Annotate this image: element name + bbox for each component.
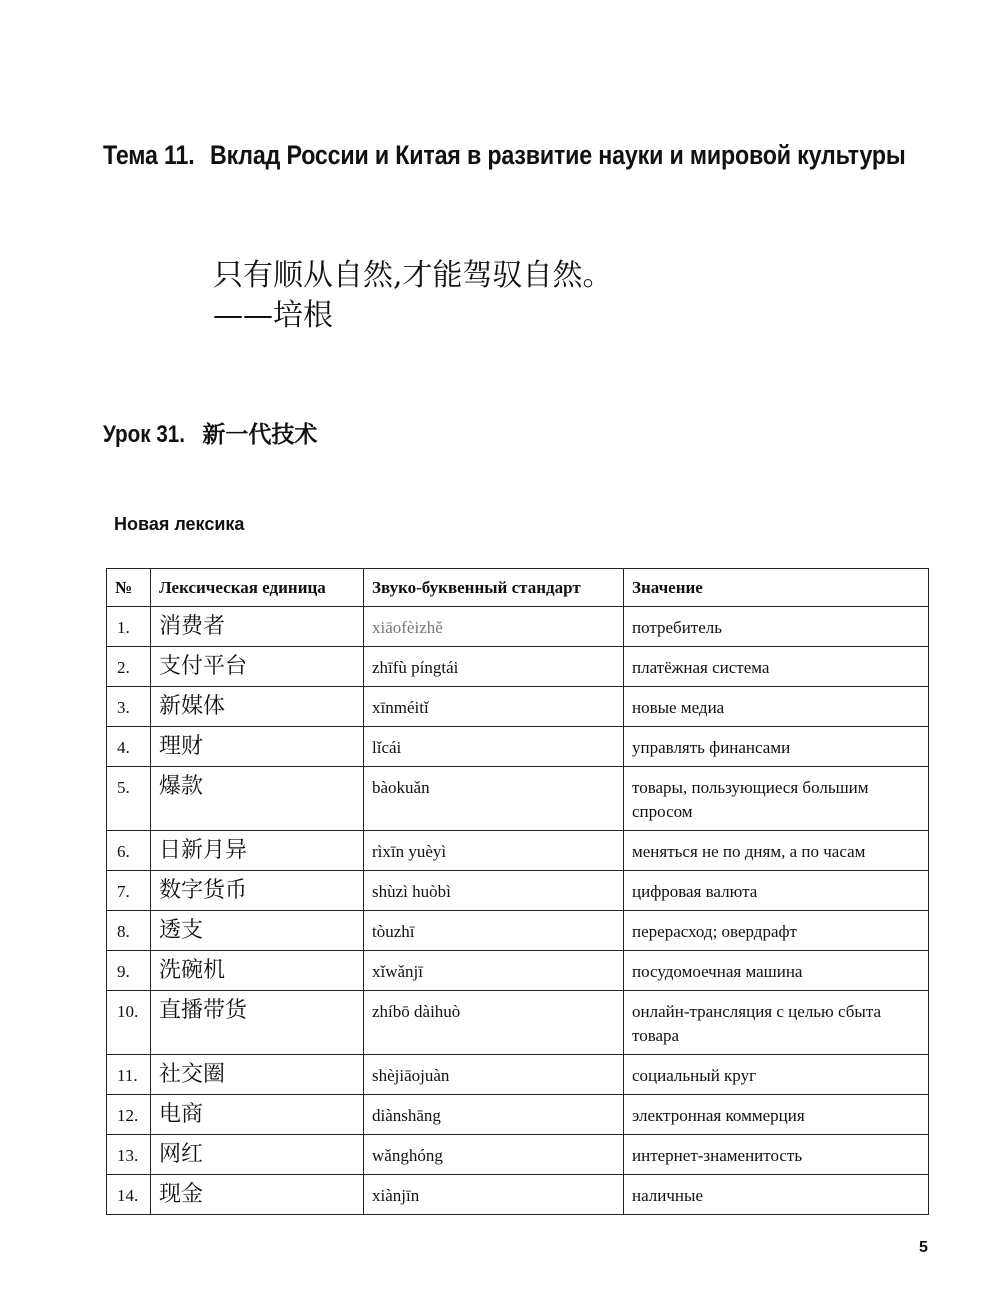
table-row xyxy=(107,647,929,687)
table-row xyxy=(107,871,929,911)
vocab-heading: Новая лексика xyxy=(114,514,245,534)
lesson-title-text: 新一代技术 xyxy=(202,421,318,448)
row-pinyin: bàokuǎn xyxy=(364,767,624,831)
table-row xyxy=(107,1175,929,1215)
row-lexical-unit: 日新月异 xyxy=(151,831,364,871)
table-row xyxy=(107,991,929,1055)
row-number: 8. xyxy=(107,911,151,951)
row-meaning: социальный круг xyxy=(624,1055,929,1095)
table-row xyxy=(107,767,929,831)
row-lexical-unit: 理财 xyxy=(151,727,364,767)
row-meaning: управлять финансами xyxy=(624,727,929,767)
row-pinyin: diànshāng xyxy=(364,1095,624,1135)
lesson-title xyxy=(103,416,317,449)
row-meaning: платёжная система xyxy=(624,647,929,687)
row-meaning: товары, пользующиеся большим спросом xyxy=(624,767,929,831)
row-number: 13. xyxy=(107,1135,151,1175)
table-row xyxy=(107,831,929,871)
table-row xyxy=(107,1055,929,1095)
row-number: 2. xyxy=(107,647,151,687)
epigraph-quote: 只有顺从自然,才能驾驭自然。 xyxy=(213,258,613,293)
row-meaning: потребитель xyxy=(624,607,929,647)
table-row xyxy=(107,727,929,767)
row-number: 4. xyxy=(107,727,151,767)
page-number: 5 xyxy=(919,1239,928,1256)
row-lexical-unit: 现金 xyxy=(151,1175,364,1215)
row-lexical-unit: 电商 xyxy=(151,1095,364,1135)
row-number: 12. xyxy=(107,1095,151,1135)
row-lexical-unit: 消费者 xyxy=(151,607,364,647)
row-meaning: онлайн-трансляция с целью сбыта товара xyxy=(624,991,929,1055)
row-meaning: перерасход; овердрафт xyxy=(624,911,929,951)
row-meaning: цифровая валюта xyxy=(624,871,929,911)
row-number: 6. xyxy=(107,831,151,871)
row-lexical-unit: 网红 xyxy=(151,1135,364,1175)
table-row xyxy=(107,1135,929,1175)
row-pinyin: zhīfù píngtái xyxy=(364,647,624,687)
row-lexical-unit: 洗碗机 xyxy=(151,951,364,991)
row-meaning: новые медиа xyxy=(624,687,929,727)
row-number: 11. xyxy=(107,1055,151,1095)
row-pinyin: shèjiāojuàn xyxy=(364,1055,624,1095)
row-pinyin: xiànjīn xyxy=(364,1175,624,1215)
topic-title-text: Вклад России и Китая в развитие науки и мировой культуры xyxy=(209,140,906,170)
table-row xyxy=(107,687,929,727)
row-meaning: посудомоечная машина xyxy=(624,951,929,991)
row-lexical-unit: 支付平台 xyxy=(151,647,364,687)
header-number: № xyxy=(107,569,151,607)
row-lexical-unit: 直播带货 xyxy=(151,991,364,1055)
table-body xyxy=(107,607,929,1215)
topic-number: Тема 11. xyxy=(103,140,195,170)
row-lexical-unit: 社交圈 xyxy=(151,1055,364,1095)
row-meaning: электронная коммерция xyxy=(624,1095,929,1135)
row-meaning: меняться не по дням, а по часам xyxy=(624,831,929,871)
topic-title xyxy=(103,140,906,171)
header-lexical-unit: Лексическая единица xyxy=(151,569,364,607)
row-pinyin: zhíbō dàihuò xyxy=(364,991,624,1055)
row-number: 3. xyxy=(107,687,151,727)
vocabulary-table xyxy=(106,568,929,1215)
header-pinyin: Звуко-буквенный стандарт xyxy=(364,569,624,607)
row-meaning: интернет-знаменитость xyxy=(624,1135,929,1175)
row-pinyin: tòuzhī xyxy=(364,911,624,951)
row-pinyin: xǐwǎnjī xyxy=(364,951,624,991)
row-number: 7. xyxy=(107,871,151,911)
row-pinyin: shùzì huòbì xyxy=(364,871,624,911)
row-number: 14. xyxy=(107,1175,151,1215)
header-meaning: Значение xyxy=(624,569,929,607)
table-row xyxy=(107,951,929,991)
row-lexical-unit: 透支 xyxy=(151,911,364,951)
row-lexical-unit: 数字货币 xyxy=(151,871,364,911)
row-pinyin: rìxīn yuèyì xyxy=(364,831,624,871)
epigraph xyxy=(213,256,613,336)
row-pinyin: xiāofèizhě xyxy=(364,607,624,647)
row-number: 1. xyxy=(107,607,151,647)
row-lexical-unit: 爆款 xyxy=(151,767,364,831)
row-pinyin: xīnméitǐ xyxy=(364,687,624,727)
table-header-row xyxy=(107,569,929,607)
table-row xyxy=(107,607,929,647)
table-row xyxy=(107,911,929,951)
row-number: 10. xyxy=(107,991,151,1055)
row-number: 9. xyxy=(107,951,151,991)
row-number: 5. xyxy=(107,767,151,831)
row-meaning: наличные xyxy=(624,1175,929,1215)
row-pinyin: wǎnghóng xyxy=(364,1135,624,1175)
table-row xyxy=(107,1095,929,1135)
row-pinyin: lǐcái xyxy=(364,727,624,767)
lesson-label: Урок 31. xyxy=(103,421,186,448)
row-lexical-unit: 新媒体 xyxy=(151,687,364,727)
epigraph-author: ——培根 xyxy=(213,298,333,333)
